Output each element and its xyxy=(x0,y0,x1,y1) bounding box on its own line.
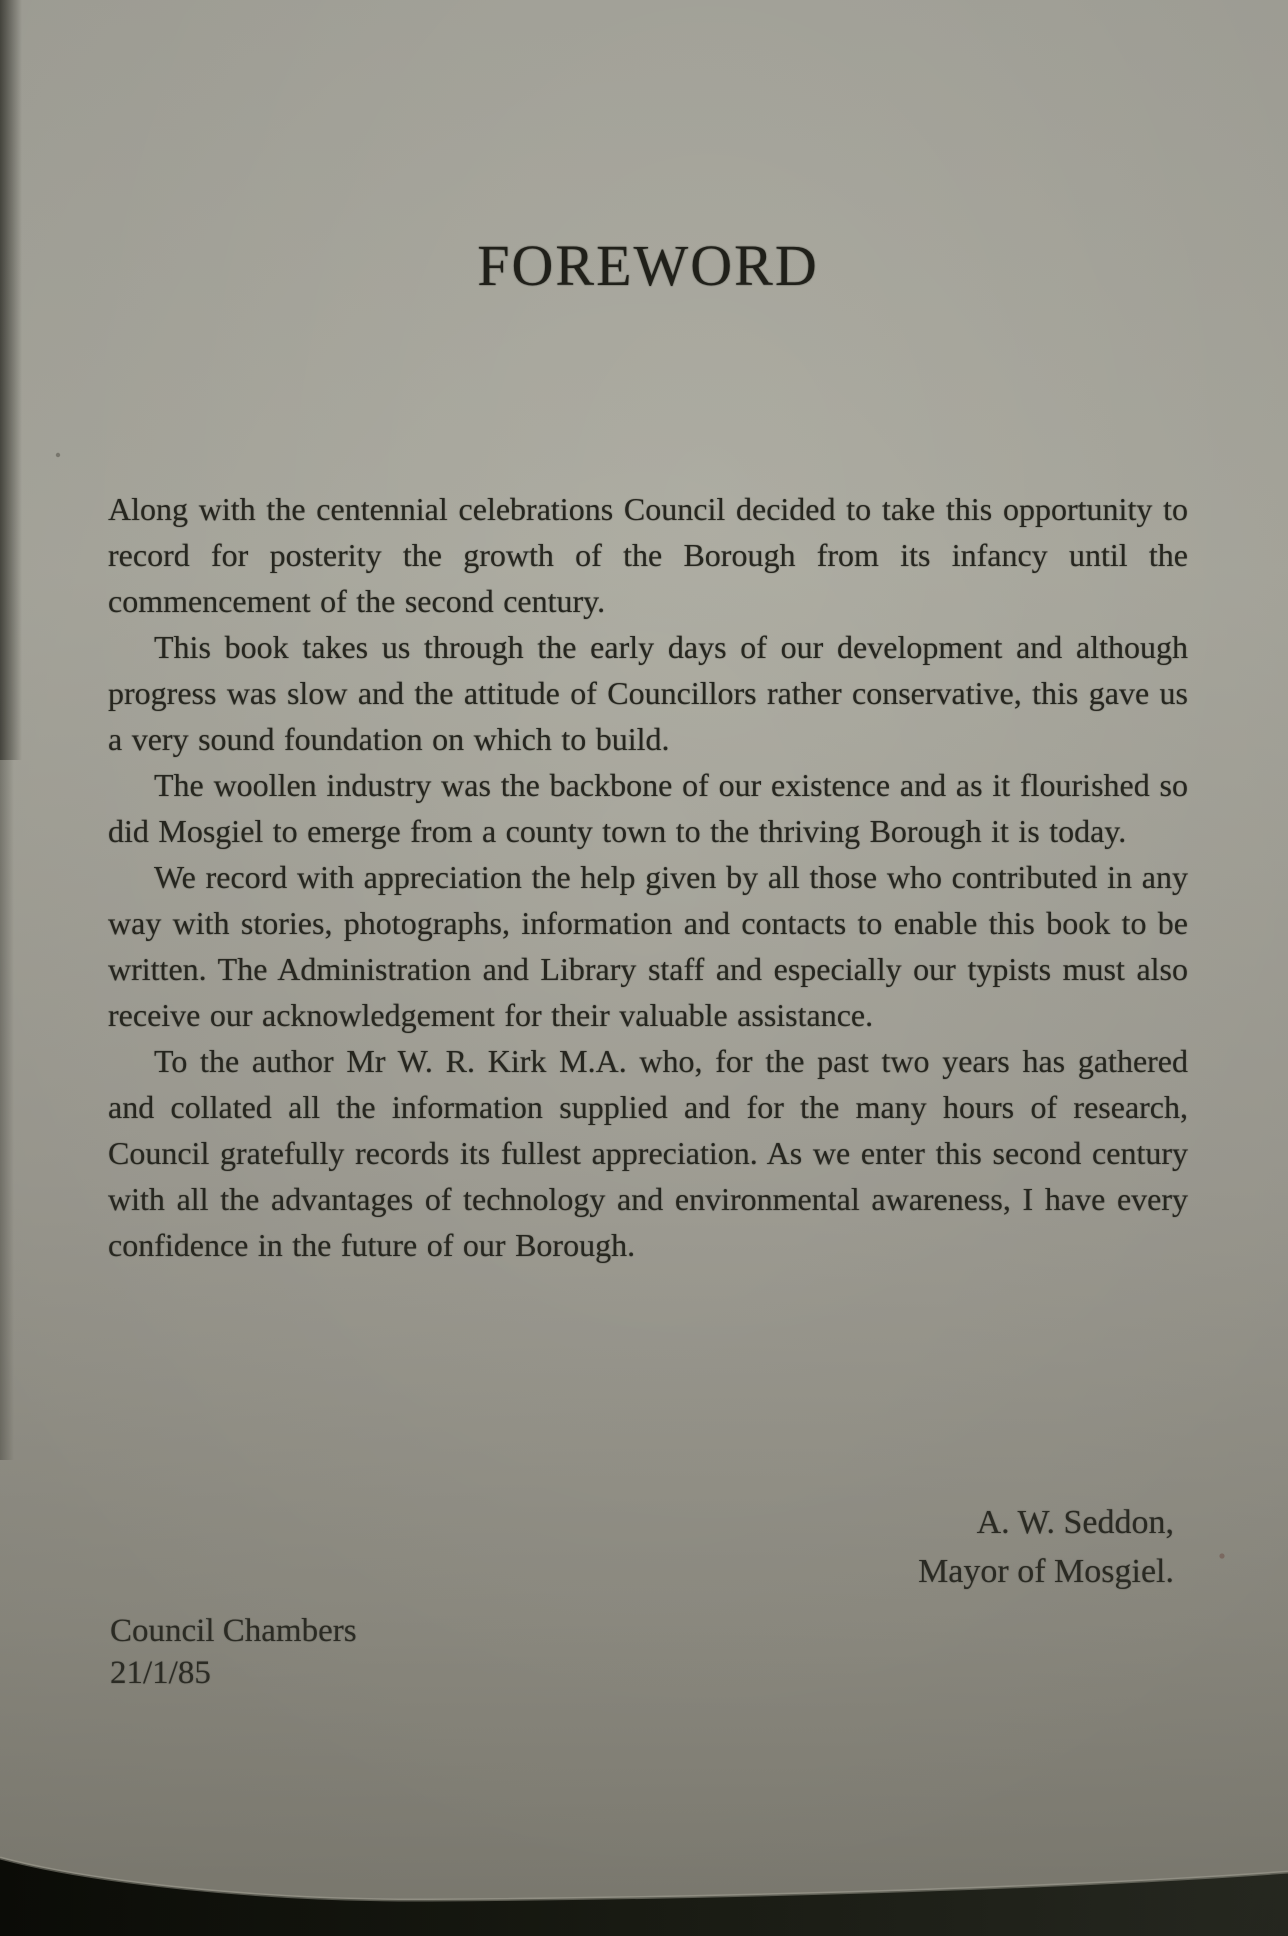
signature-name: A. W. Seddon, xyxy=(976,1504,1174,1541)
foreword-body xyxy=(108,486,1188,1268)
foreword-paragraph-5: To the author Mr W. R. Kirk M.A. who, for the past two years has gathered and collated all the information supplied and for the many hours of research, Council gratefully records its fullest appreciation. As we enter this second century with all the advantages of technology and environmental awareness, I have every confidence in the future of our Borough. xyxy=(108,1043,1188,1263)
dateline-block xyxy=(110,1610,357,1694)
signature-block xyxy=(918,1498,1174,1596)
dateline-date: 21/1/85 xyxy=(110,1655,211,1691)
foreword-paragraph-2: This book takes us through the early days of our development and although progress was slow and the attitude of Councillors rather conservative, this gave us a very sound foundation on which to build. xyxy=(108,629,1188,757)
signature-role: Mayor of Mosgiel. xyxy=(918,1553,1174,1590)
foreword-paragraph-3: The woollen industry was the backbone of our existence and as it flourished so did Mosgiel to emerge from a county town to the thriving Borough it is today. xyxy=(108,767,1188,849)
dateline-place: Council Chambers xyxy=(110,1613,357,1649)
foreword-paragraph-1: Along with the centennial celebrations Council decided to take this opportunity to record for posterity the growth of the Borough from its infancy until the commencement of the second century. xyxy=(108,491,1188,619)
foreword-title: FOREWORD xyxy=(477,233,819,298)
foreword-paragraph-4: We record with appreciation the help given by all those who contributed in any way with stories, photographs, information and contacts to enable this book to be written. The Administration and Library staff and especially our typists must also receive our acknowledgement for their valuable assistance. xyxy=(108,859,1188,1033)
